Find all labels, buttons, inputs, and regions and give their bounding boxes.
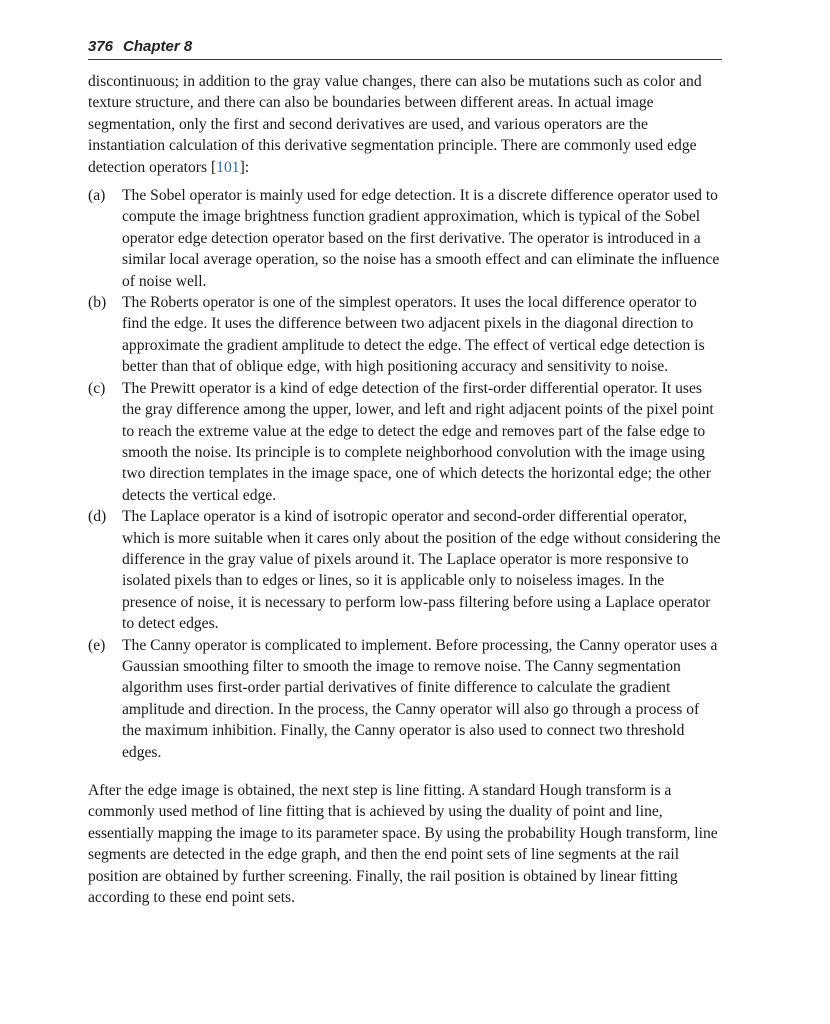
citation-open: [ bbox=[210, 158, 217, 176]
list-item bbox=[88, 185, 722, 292]
page-number: 376 bbox=[88, 38, 114, 55]
citation-close: ]: bbox=[239, 158, 250, 176]
list-item bbox=[88, 506, 722, 634]
list-marker: (d) bbox=[88, 508, 107, 526]
intro-paragraph bbox=[88, 71, 722, 178]
list-item-text: The Laplace operator is a kind of isotropic operator and second-order differential operator, which is more suitable when it cares only about the position of the edge without considering the difference in the gray value of pixels around it. The Laplace operator is more responsive to isolated pixels than to edges or lines, so it is applicable only to noiseless images. In the presence of noise, it is necessary to perform low-pass filtering before using a Laplace operator to detect edges. bbox=[122, 508, 721, 633]
list-marker: (a) bbox=[88, 187, 106, 205]
list-marker: (b) bbox=[88, 294, 107, 312]
list-item-text: The Roberts operator is one of the simplest operators. It uses the local difference operator to find the edge. It uses the difference between two adjacent pixels in the diagonal direction to approximate the gradient amplitude to detect the edge. The effect of vertical edge detection is better than that of oblique edge, with high positioning accuracy and sensitivity to noise. bbox=[122, 294, 705, 376]
list-item-text: The Canny operator is complicated to implement. Before processing, the Canny operator uses a Gaussian smoothing filter to smooth the image to remove noise. The Canny segmentation algorithm uses first-order partial derivatives of finite difference to calculate the gradient amplitude and direction. In the process, the Canny operator will also go through a process of the maximum inhibition. Finally, the Canny operator is also used to connect two threshold edges. bbox=[122, 636, 718, 761]
book-page bbox=[88, 38, 722, 908]
intro-text: discontinuous; in addition to the gray value changes, there can also be mutations such as color and texture structure, and there can also be boundaries between different areas. In actual image segmentation, only the first and second derivatives are used, and various operators are the instantiation calculation of this derivative segmentation principle. There are commonly used edge detection operators bbox=[88, 73, 702, 176]
chapter-title: Chapter 8 bbox=[123, 38, 193, 55]
list-item-text: The Prewitt operator is a kind of edge detection of the first-order differential operator. It uses the gray difference among the upper, lower, and left and right adjacent points of the pixel point to reach the extreme value at the edge to detect the edge and removes part of the false edge to smooth the noise. Its principle is to complete neighborhood convolution with the image using two direction templates in the image space, one of which detects the horizontal edge; the other detects the vertical edge. bbox=[122, 379, 714, 504]
body-text bbox=[88, 71, 722, 908]
list-item-text: The Sobel operator is mainly used for edge detection. It is a discrete difference operator used to compute the image brightness function gradient approximation, which is typical of the Sobel operator edge detection operator based on the first derivative. The operator is introduced in a similar local average operation, so the noise has a smooth effect and can eliminate the influence of noise well. bbox=[122, 187, 720, 290]
list-marker: (c) bbox=[88, 379, 106, 397]
closing-paragraph: After the edge image is obtained, the next step is line fitting. A standard Hough transform is a commonly used method of line fitting that is achieved by using the duality of point and line, essentially mapping the image to its parameter space. By using the probability Hough transform, line segments are detected in the edge graph, and then the end point sets of line segments at the rail position are obtained by further screening. Finally, the rail position is obtained by linear fitting according to these end point sets. bbox=[88, 782, 718, 907]
running-header bbox=[88, 38, 722, 60]
operator-list bbox=[88, 185, 722, 763]
list-item bbox=[88, 635, 722, 763]
list-item bbox=[88, 292, 722, 378]
list-item bbox=[88, 378, 722, 506]
citation-link[interactable]: 101 bbox=[216, 158, 240, 176]
list-marker: (e) bbox=[88, 636, 106, 654]
